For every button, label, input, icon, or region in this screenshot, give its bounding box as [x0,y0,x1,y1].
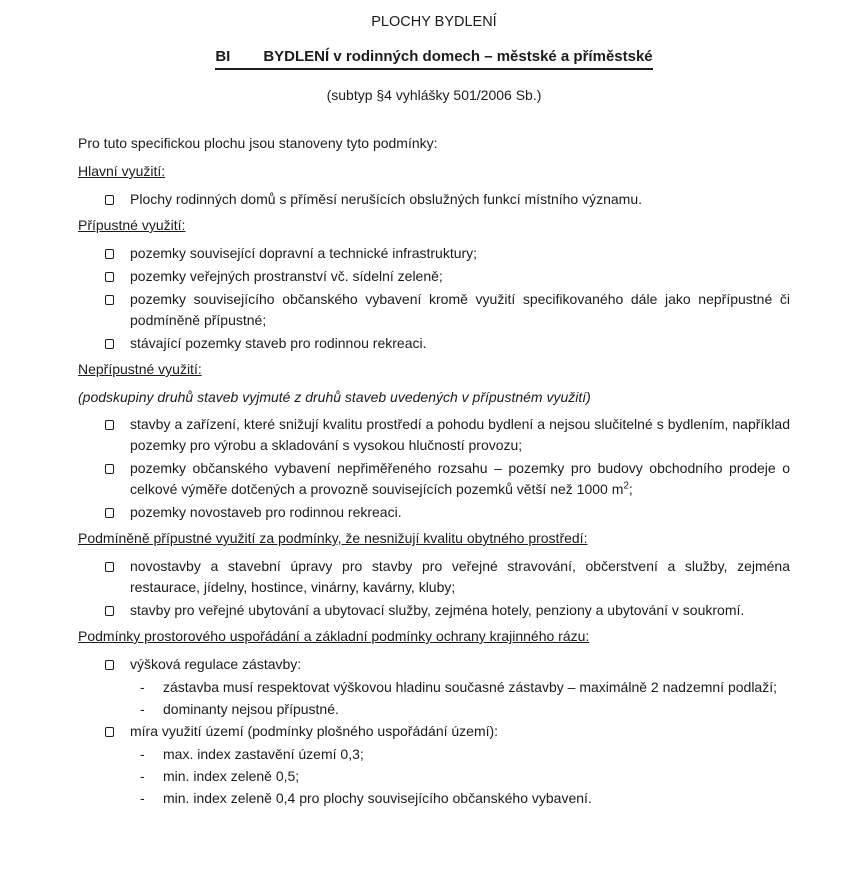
dash-bullet-icon: - [140,701,145,717]
list-item-text: novostavby a stavební úpravy pro stavby pro veřejné stravování, občerstvení a služby, zejména restaurace, jídelny, hostince, vinárny, kavárny, kluby; [130,558,790,595]
square-bullet-icon [105,195,114,205]
square-bullet-icon [105,508,114,518]
list-item-text: pozemky veřejných prostranství vč. sídelní zeleně; [130,268,443,284]
pripustne-vyuziti-list [78,243,790,354]
square-bullet-icon [105,420,114,430]
list-item [78,243,790,264]
sub-item-text: max. index zastavění území 0,3; [163,746,364,762]
zone-heading-text: BYDLENÍ v rodinných domech – městské a příměstské [263,48,653,65]
square-bullet-icon [105,464,114,474]
hlavni-vyuziti-list [78,189,790,210]
section-heading-pripustne-vyuziti: Přípustné využití: [78,217,186,233]
list-item [78,556,790,598]
dash-bullet-icon: - [140,768,145,784]
dash-bullet-icon: - [140,746,145,762]
list-item-text: stávající pozemky staveb pro rodinnou rekreaci. [130,335,427,351]
podminene-pripustne-list [78,556,790,621]
square-bullet-icon [105,295,114,305]
square-bullet-icon [105,660,114,670]
item-text-after-sup: ; [628,481,633,497]
sub-list-item [140,699,790,720]
list-item-text: stavby a zařízení, které snižují kvalitu prostředí a pohodu bydlení a nejsou slučitelné s bydlením, například pozemky pro výrobu a skladování s vysokou hlučností provozu; [130,416,790,453]
square-bullet-icon [105,606,114,616]
list-item-text [130,458,790,500]
list-item [78,333,790,354]
list-item [78,654,790,675]
sub-list-item [140,788,790,809]
list-item-text: pozemky související dopravní a technické infrastruktury; [130,245,478,261]
superscript-2: 2 [623,480,629,492]
list-item [78,189,790,210]
intro-paragraph: Pro tuto specifickou plochu jsou stanoveny tyto podmínky: [78,135,438,151]
list-item [78,458,790,500]
sub-list-item [140,744,790,765]
list-item-text: Plochy rodinných domů s příměsí nerušících obslužných funkcí místního významu. [130,191,643,207]
section-heading-podminky-usporadani: Podmínky prostorového uspořádání a základní podmínky ochrany krajinného rázu: [78,628,590,644]
square-bullet-icon [105,249,114,259]
item-text-before-sup: pozemky občanského vybavení nepřiměřeného rozsahu – pozemky pro budovy obchodního prodeje o celkové výměře dotčených a provozně souvisejících pozemků větší než 1000 m [130,460,790,497]
list-item-text: pozemky novostaveb pro rodinnou rekreaci. [130,504,402,520]
podminky-usporadani-list [78,654,790,809]
section-heading-podminene-pripustne: Podmíněně přípustné využití za podmínky, že nesnižují kvalitu obytného prostředí: [78,530,588,546]
sub-list-item [140,766,790,787]
nepripustne-vyuziti-list [78,414,790,523]
sub-item-text: min. index zeleně 0,4 pro plochy souvisejícího občanského vybavení. [163,790,592,806]
list-item [78,414,790,456]
list-item [78,502,790,523]
subtype-note: (subtyp §4 vyhlášky 501/2006 Sb.) [326,87,542,103]
section-heading-nepripustne-vyuziti: Nepřípustné využití: [78,361,202,377]
zone-code: BI [215,48,231,65]
sub-item-text: min. index zeleně 0,5; [163,768,300,784]
sub-item-text: dominanty nejsou přípustné. [163,701,339,717]
nepripustne-note: (podskupiny druhů staveb vyjmuté z druhů staveb uvedených v přípustném využití) [78,389,591,405]
list-item [78,600,790,621]
list-item-text: stavby pro veřejné ubytování a ubytovací služby, zejména hotely, penziony a ubytování v soukromí. [130,602,745,618]
sub-item-text: zástavba musí respektovat výškovou hladinu současné zástavby – maximálně 2 nadzemní podlaží; [163,679,777,695]
zone-heading-underlined [215,46,652,70]
dash-bullet-icon: - [140,790,145,806]
list-item-text: výšková regulace zástavby: [130,656,302,672]
document-title: PLOCHY BYDLENÍ [371,14,497,30]
list-item-text: pozemky souvisejícího občanského vybavení kromě využití specifikovaného dále jako nepřípustné či podmíněně přípustné; [130,291,790,328]
list-item [78,289,790,331]
list-item [78,266,790,287]
square-bullet-icon [105,727,114,737]
square-bullet-icon [105,562,114,572]
sub-list-item [140,677,790,698]
square-bullet-icon [105,272,114,282]
square-bullet-icon [105,339,114,349]
section-heading-hlavni-vyuziti: Hlavní využití: [78,163,166,179]
list-item-text: míra využití území (podmínky plošného uspořádání území): [130,723,499,739]
zone-heading-line [78,46,790,70]
list-item [78,721,790,742]
dash-bullet-icon: - [140,679,145,695]
